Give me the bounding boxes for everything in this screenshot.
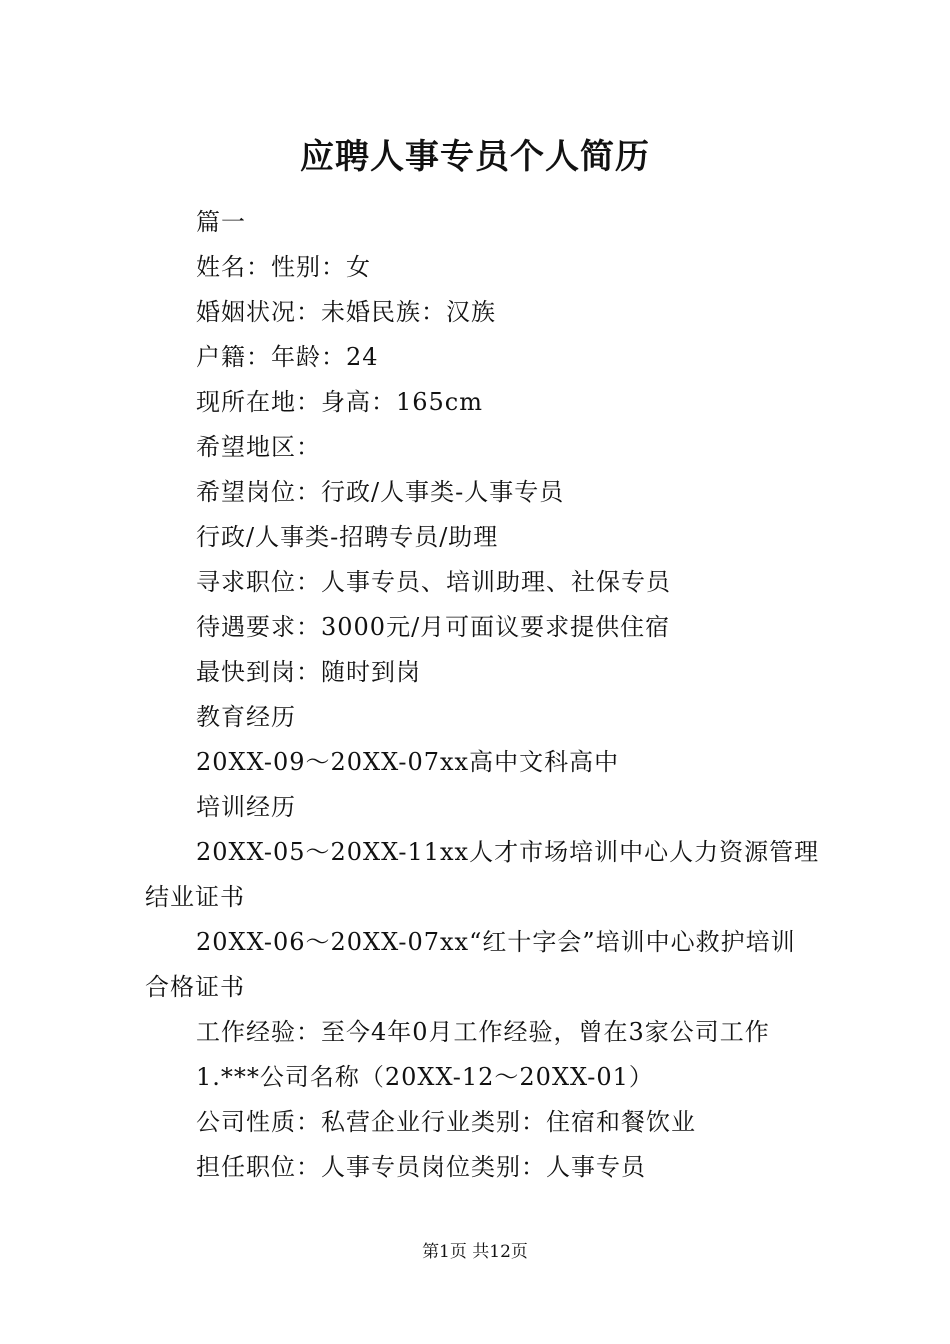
section-heading: 培训经历 bbox=[196, 793, 296, 821]
section-heading: 教育经历 bbox=[196, 703, 296, 731]
text-line: 户籍：年龄：24 bbox=[196, 343, 379, 371]
text-line: 20XX-05～20XX-11xx人才市场培训中心人力资源管理 bbox=[196, 838, 820, 866]
text-line: 合格证书 bbox=[145, 973, 245, 1001]
text-line: 行政/人事类-招聘专员/助理 bbox=[196, 523, 499, 551]
text-line: 工作经验：至今4年0月工作经验，曾在3家公司工作 bbox=[196, 1018, 770, 1046]
text-line: 姓名：性别：女 bbox=[196, 253, 371, 281]
text-line: 现所在地：身高：165cm bbox=[196, 388, 484, 416]
page-footer: 第1页 共12页 bbox=[422, 1242, 528, 1262]
text-line: 20XX-09～20XX-07xx高中文科高中 bbox=[196, 748, 620, 776]
text-line: 希望地区： bbox=[196, 433, 321, 461]
text-line: 婚姻状况：未婚民族：汉族 bbox=[196, 298, 496, 326]
text-line: 希望岗位：行政/人事类-人事专员 bbox=[196, 478, 565, 506]
page-title: 应聘人事专员个人简历 bbox=[300, 137, 650, 177]
text-line: 待遇要求：3000元/月可面议要求提供住宿 bbox=[196, 613, 671, 641]
text-line: 担任职位：人事专员岗位类别：人事专员 bbox=[196, 1153, 646, 1181]
text-line: 公司性质：私营企业行业类别：住宿和餐饮业 bbox=[196, 1108, 696, 1136]
section-heading: 篇一 bbox=[196, 208, 246, 236]
text-line: 寻求职位：人事专员、培训助理、社保专员 bbox=[196, 568, 671, 596]
text-line: 最快到岗：随时到岗 bbox=[196, 658, 421, 686]
text-line: 结业证书 bbox=[145, 883, 245, 911]
text-line: 1.***公司名称（20XX-12～20XX-01） bbox=[196, 1063, 654, 1091]
text-line: 20XX-06～20XX-07xx“红十字会”培训中心救护培训 bbox=[196, 928, 796, 956]
